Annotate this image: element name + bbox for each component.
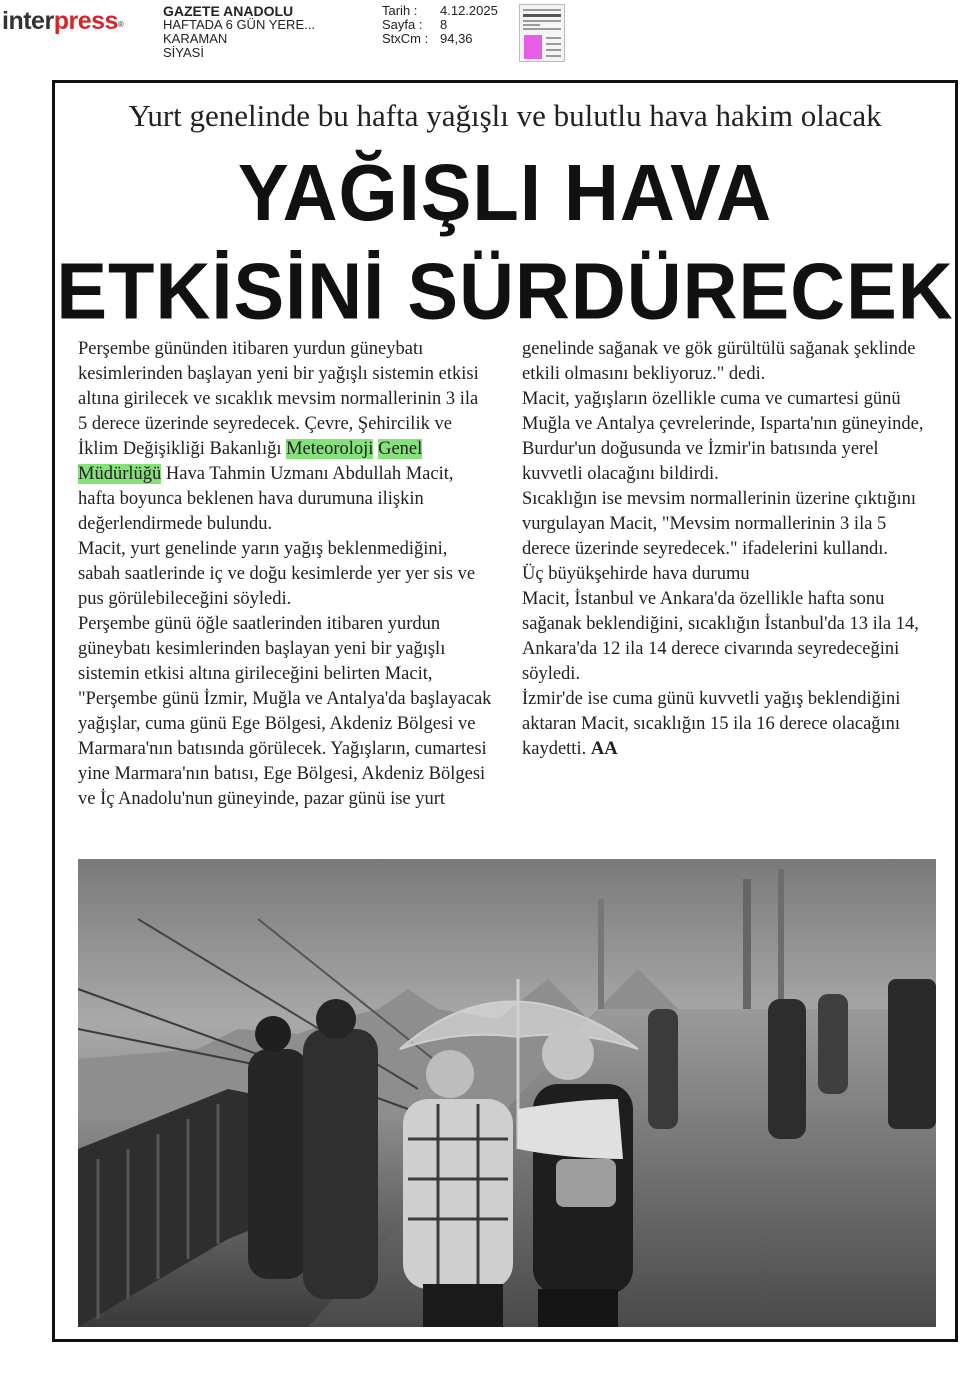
interpress-logo: interpress® bbox=[2, 7, 124, 35]
article-headline bbox=[55, 144, 955, 341]
page-thumbnail[interactable] bbox=[519, 4, 565, 62]
paragraph-2: Macit, yurt genelinde yarın yağış beklenmediğini, sabah saatlerinde iç ve doğu kesimlerde yer yer sis ve pus görülebileceğini söyledi. bbox=[78, 539, 476, 609]
date-value: 4.12.2025 bbox=[440, 3, 498, 18]
publication-city: KARAMAN bbox=[163, 31, 228, 46]
paragraph-3: Perşembe günü öğle saatlerinden itibaren yurdun güneybatı kesimlerinden başlayan yeni bir yağışlı sistemin etkisi altına girileceğini belirten Macit, "Perşembe günü İzmir, Muğla ve Antalya'da başlayacak yağışlar, cuma günü Ege Bölgesi, Akdeniz Bölgesi ve Marmara'nın batısında görülecek. Yağışların, cumartesi yine Marmara'nın batısı, Ege Bölgesi, Akdeniz Bölgesi ve İç Anadolu'nun güneyinde, pazar günü ise yurt genelinde sağanak ve gök gürültülü sağanak şeklinde etkili olmasını bekliyoruz." dedi. bbox=[78, 339, 916, 809]
paragraph-5: Sıcaklığın ise mevsim normallerinin üzerine çıktığını vurgulayan Macit, "Mevsim normallerinin 3 ila 5 derece üzerinde seyredecek." ifadelerini kullandı. bbox=[522, 489, 917, 559]
article-photo bbox=[78, 859, 936, 1327]
paragraph-6: Macit, İstanbul ve Ankara'da özellikle hafta sonu sağanak beklendiğini, sıcaklığın İstanbul'da 13 ila 14, Ankara'da 12 ila 14 derece civarında seyredeceğini söyledi. bbox=[522, 589, 919, 684]
paragraph-7: İzmir'de ise cuma günü kuvvetli yağış beklendiğini aktaran Macit, sıcaklığın 15 ila 16 derece olacağını kaydetti. AA bbox=[522, 689, 901, 759]
page-value: 8 bbox=[440, 17, 448, 32]
highlight-term: Genel bbox=[378, 439, 423, 459]
headline-line-1: YAĞIŞLI HAVA bbox=[237, 148, 773, 238]
article-frame bbox=[52, 80, 958, 1342]
publication-name: GAZETE ANADOLU bbox=[163, 3, 294, 19]
publication-info bbox=[163, 4, 315, 60]
page-label: Sayfa : bbox=[382, 17, 423, 32]
paragraph-1: Perşembe gününden itibaren yurdun güneybatı kesimlerinden başlayan yeni bir yağışlı sistemin etkisi altına girilecek ve sıcaklık mevsim normallerinin 3 ila 5 derece üzerinde seyredecek. Çevre, Şehircilik ve İklim Değişikliği Bakanlığı Meteoroloji Genel Müdürlüğü Hava Tahmin Uzmanı Abdullah Macit, hafta boyunca beklenen hava durumuna ilişkin değerlendirmede bulundu. bbox=[78, 339, 479, 534]
stx-label: StxCm : bbox=[382, 31, 429, 46]
highlight-term: Müdürlüğü bbox=[78, 464, 162, 484]
article-body bbox=[78, 337, 936, 837]
clip-position-marker bbox=[524, 35, 542, 59]
article-subhead: Yurt genelinde bu hafta yağışlı ve bulutlu hava hakim olacak bbox=[128, 98, 882, 133]
publication-section: SİYASİ bbox=[163, 45, 204, 60]
paragraph-4: Macit, yağışların özellikle cuma ve cumartesi günü Muğla ve Antalya çevrelerinde, Isparta'nın güneyinde, Burdur'un doğusunda ve İzmir'in batısında yerel kuvvetli olacağını bildirdi. bbox=[522, 389, 924, 484]
clipping-details bbox=[382, 4, 498, 46]
source-signature: AA bbox=[590, 739, 618, 759]
crosshead: Üç büyükşehirde hava durumu bbox=[522, 564, 750, 584]
stx-value: 94,36 bbox=[440, 31, 473, 46]
headline-line-2: ETKİSİNİ SÜRDÜRECEK bbox=[56, 247, 954, 337]
date-label: Tarih : bbox=[382, 3, 418, 18]
publication-frequency: HAFTADA 6 GÜN YERE... bbox=[163, 17, 315, 32]
highlight-term: Meteoroloji bbox=[286, 439, 374, 459]
